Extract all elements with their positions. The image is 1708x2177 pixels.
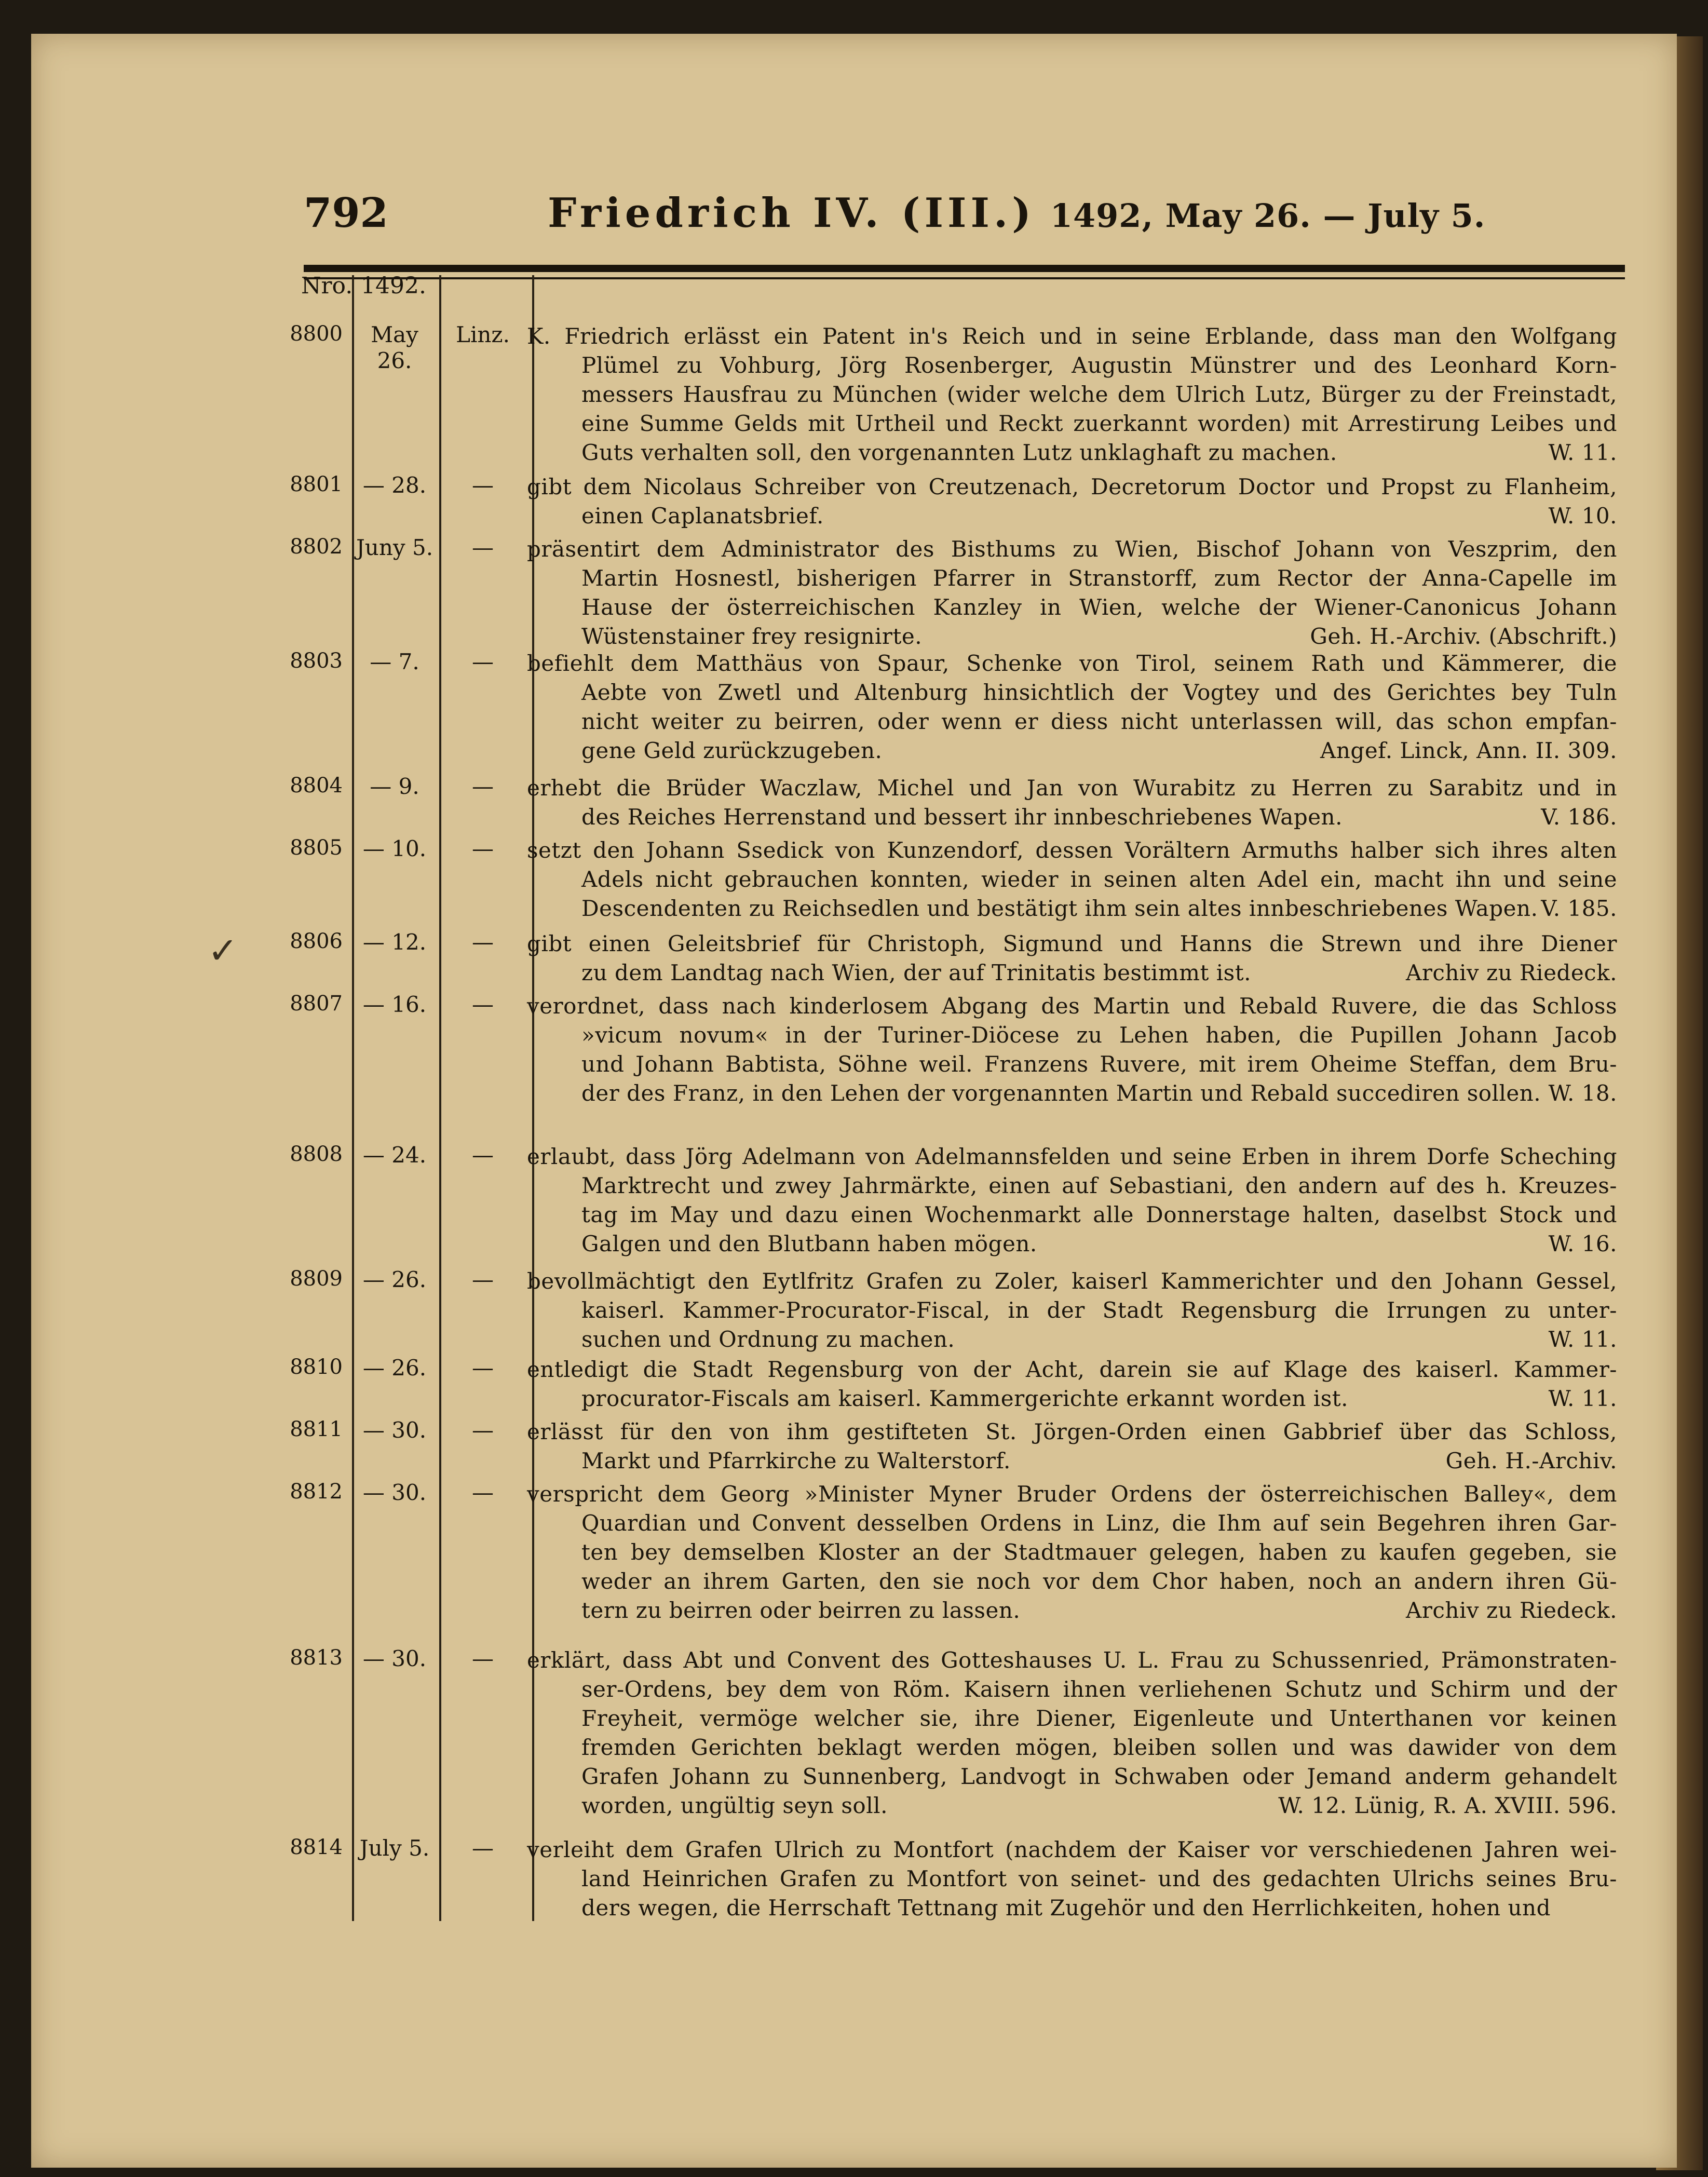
entry-text — [527, 1267, 1617, 1354]
entry-line — [527, 622, 1617, 651]
header-rule-thin — [304, 277, 1625, 279]
entry-line-text: K. Friedrich erlässt ein Patent in's Reich und in seine Erblande, dass man den Wolfgang — [527, 323, 1617, 349]
entry-text — [527, 1142, 1617, 1259]
entry-line-text: präsentirt dem Administrator des Bisthums zu Wien, Bischof Johann von Veszprim, den — [527, 536, 1617, 562]
entry-line-text: ders wegen, die Herrschaft Tettnang mit Zugehör und den Herrlichkeiten, hohen und — [581, 1895, 1551, 1921]
entry-line — [527, 1646, 1617, 1675]
entry-source-ref: W. 18. — [1548, 1080, 1617, 1106]
entry-place: — — [472, 1142, 494, 1168]
entry-line — [527, 351, 1617, 380]
entry-line-text: fremden Gerichten beklagt werden mögen, bleiben sollen und was dawider von dem — [581, 1735, 1617, 1760]
entry-line — [527, 649, 1617, 678]
entry-line — [527, 1762, 1617, 1791]
entry-text — [527, 992, 1617, 1108]
entry-line-text: zu dem Landtag nach Wien, der auf Trinitatis bestimmt ist. — [581, 960, 1251, 985]
entry-place: — — [472, 836, 494, 861]
entry-source-ref: V. 185. — [1541, 896, 1617, 921]
entry-line-text: Freyheit, vermöge welcher sie, ihre Diener, Eigenleute und Unterthanen vor keinen — [581, 1706, 1617, 1731]
entry-line-text: Descendenten zu Reichsedlen und bestätigt ihm sein altes innbeschriebenes Wapen. — [581, 896, 1538, 921]
entry-line-text: tern zu beirren oder beirren zu lassen. — [581, 1598, 1021, 1623]
entry-number: 8814 — [290, 1835, 343, 1859]
entry-line-text: Hause der österreichischen Kanzley in Wien, welche der Wiener-Canonicus Johann — [581, 594, 1617, 620]
entry-number: 8811 — [290, 1417, 343, 1441]
entry-number: 8806 — [290, 929, 343, 953]
entry-date: — 7. — [370, 649, 419, 674]
entry-line — [527, 1480, 1617, 1509]
entry-text — [527, 1355, 1617, 1413]
entry-line — [527, 1296, 1617, 1325]
entry-line — [527, 1835, 1617, 1864]
entry-line-text: befiehlt dem Matthäus von Spaur, Schenke von Tirol, seinem Rath und Kämmerer, die — [527, 651, 1617, 676]
entry-line-text: bevollmächtigt den Eytlfritz Grafen zu Zoler, kaiserl Kammerichter und den Johann Gessel, — [527, 1268, 1617, 1294]
entry-text — [527, 1835, 1617, 1923]
entry-line — [527, 1200, 1617, 1229]
entry-date: — 30. — [362, 1417, 427, 1443]
entry-line — [527, 1733, 1617, 1762]
entry-line-text: Plümel zu Vohburg, Jörg Rosenberger, Augustin Münstrer und des Leonhard Korn- — [581, 353, 1617, 378]
entry-line-text: verspricht dem Georg »Minister Myner Bruder Ordens der österreichischen Balley«, dem — [527, 1481, 1617, 1507]
entry-line-text: Marktrecht und zwey Jahrmärkte, einen auf Sebastiani, den andern auf des h. Kreuzes- — [581, 1173, 1617, 1198]
column-divider — [439, 275, 441, 1921]
column-header-number: Nro. — [301, 273, 353, 299]
entry-date: — 9. — [370, 774, 419, 799]
entry-line — [527, 958, 1617, 988]
entry-line — [527, 564, 1617, 593]
entry-number: 8807 — [290, 992, 343, 1016]
entry-source-ref: W. 12. Lünig, R. A. XVIII. 596. — [1278, 1793, 1617, 1818]
entry-date: Juny 5. — [356, 535, 433, 560]
entry-source-ref: V. 186. — [1541, 804, 1617, 830]
page-title — [548, 190, 1485, 237]
entry-number: 8813 — [290, 1646, 343, 1670]
entry-line-text: gibt einen Geleitsbrief für Christoph, Sigmund und Hanns die Strewn und ihre Diener — [527, 931, 1617, 956]
entry-line-text: erklärt, dass Abt und Convent des Gotteshauses U. L. Frau zu Schussenried, Prämonstraten- — [527, 1647, 1617, 1673]
entry-number: 8810 — [290, 1355, 343, 1379]
entry-place: — — [472, 472, 494, 498]
entry-number: 8802 — [290, 535, 343, 559]
entry-line — [527, 707, 1617, 736]
entry-line-text: erlaubt, dass Jörg Adelmann von Adelmannsfelden und seine Erben in ihrem Dorfe Scheching — [527, 1144, 1617, 1169]
entry-line-text: ser-Ordens, bey dem von Röm. Kaisern ihnen verliehenen Schutz und Schirm und der — [581, 1676, 1617, 1702]
entry-line — [527, 736, 1617, 765]
page-number: 792 — [304, 190, 388, 237]
margin-check-mark: ✓ — [208, 929, 238, 972]
column-divider — [352, 275, 354, 1921]
entry-date: — 26. — [362, 1267, 427, 1292]
entry-line — [527, 1417, 1617, 1446]
entry-line — [527, 1704, 1617, 1733]
entry-source-ref: Geh. H.-Archiv. (Abschrift.) — [1310, 624, 1617, 649]
entry-line — [527, 1446, 1617, 1476]
entry-line — [527, 472, 1617, 502]
entry-line — [527, 678, 1617, 707]
entry-source-ref: W. 16. — [1548, 1231, 1617, 1256]
entry-line — [527, 865, 1617, 894]
entry-line — [527, 409, 1617, 438]
entry-line — [527, 1509, 1617, 1538]
entry-source-ref: Archiv zu Riedeck. — [1406, 1598, 1617, 1623]
entry-line — [527, 1079, 1617, 1108]
entry-place: — — [472, 1355, 494, 1381]
entry-line-text: gene Geld zurückzugeben. — [581, 738, 883, 763]
entry-line — [527, 1267, 1617, 1296]
entry-number: 8805 — [290, 836, 343, 860]
entry-place: — — [472, 1480, 494, 1505]
entry-date: — 12. — [362, 929, 427, 955]
entry-source-ref: W. 11. — [1548, 440, 1617, 465]
entry-line — [527, 1229, 1617, 1259]
entry-line-text: Aebte von Zwetl und Altenburg hinsichtlich der Vogtey und des Gerichtes bey Tuln — [581, 680, 1617, 705]
entry-line-text: einen Caplanatsbrief. — [581, 503, 824, 529]
entry-place: Linz. — [456, 322, 510, 347]
entry-place: — — [472, 1267, 494, 1292]
entry-line — [527, 438, 1617, 467]
entry-line-text: worden, ungültig seyn soll. — [581, 1793, 888, 1818]
entry-date: May 26. — [371, 322, 418, 373]
entry-text — [527, 774, 1617, 832]
entry-date: — 10. — [362, 836, 427, 861]
entry-text — [527, 535, 1617, 651]
entry-text — [527, 929, 1617, 988]
entry-line-text: ten bey demselben Kloster an der Stadtmauer gelegen, haben zu kaufen gegeben, sie — [581, 1539, 1617, 1565]
entry-place: — — [472, 649, 494, 674]
entry-date: — 24. — [362, 1142, 427, 1168]
entry-line-text: und Johann Babtista, Söhne weil. Franzens Ruvere, mit irem Oheime Steffan, dem Bru- — [581, 1051, 1617, 1077]
running-header — [304, 184, 1625, 241]
entry-line-text: nicht weiter zu beirren, oder wenn er diess nicht unterlassen will, das schon empfan- — [581, 709, 1617, 734]
entry-line — [527, 1325, 1617, 1354]
entry-line-text: des Reiches Herrenstand und bessert ihr innbeschriebenes Wapen. — [581, 804, 1343, 830]
entry-text — [527, 1417, 1617, 1476]
entry-number: 8809 — [290, 1267, 343, 1291]
entry-line — [527, 1021, 1617, 1050]
entry-date: — 30. — [362, 1646, 427, 1671]
entry-line-text: Adels nicht gebrauchen konnten, wieder in seinen alten Adel ein, macht ihn und seine — [581, 867, 1617, 892]
date-range: 1492, May 26. — July 5. — [1050, 197, 1486, 235]
entry-line-text: setzt den Johann Ssedick von Kunzendorf, dessen Vorältern Armuths halber sich ihres alten — [527, 837, 1617, 863]
entry-line-text: Wüstenstainer frey resignirte. — [581, 624, 923, 649]
entry-line-text: procurator-Fiscals am kaiserl. Kammergerichte erkannt worden ist. — [581, 1386, 1348, 1411]
entry-line-text: gibt dem Nicolaus Schreiber von Creutzenach, Decretorum Doctor und Propst zu Flanheim, — [527, 474, 1617, 499]
entry-line-text: Guts verhalten soll, den vorgenannten Lutz unklaghaft zu machen. — [581, 440, 1337, 465]
entry-line-text: weder an ihrem Garten, den sie noch vor dem Chor haben, noch an andern ihren Gü- — [581, 1568, 1617, 1594]
entry-line — [527, 1050, 1617, 1079]
entry-line — [527, 1791, 1617, 1820]
entry-line — [527, 380, 1617, 409]
entry-line-text: Quardian und Convent desselben Ordens in Linz, die Ihm auf sein Begehren ihren Gar- — [581, 1510, 1617, 1536]
entry-date: — 16. — [362, 992, 427, 1017]
entry-line-text: der des Franz, in den Lehen der vorgenannten Martin und Rebald succediren sollen. — [581, 1080, 1541, 1106]
entry-number: 8800 — [290, 322, 343, 346]
entry-source-ref: W. 11. — [1548, 1327, 1617, 1352]
column-header-year: 1492. — [361, 273, 426, 299]
entry-text — [527, 836, 1617, 923]
entry-text — [527, 322, 1617, 467]
entry-line-text: erhebt die Brüder Waczlaw, Michel und Jan von Wurabitz zu Herren zu Sarabitz und in — [527, 775, 1617, 801]
entry-place: — — [472, 992, 494, 1017]
entry-line-text: land Heinrichen Grafen zu Montfort von seinet- und des gedachten Ulrichs seines Bru- — [581, 1866, 1617, 1891]
entry-line-text: verleiht dem Grafen Ulrich zu Montfort (nachdem der Kaiser vor verschiedenen Jahren wei- — [527, 1837, 1617, 1862]
entry-date: — 30. — [362, 1480, 427, 1505]
entry-line — [527, 803, 1617, 832]
entry-line-text: tag im May und dazu einen Wochenmarkt alle Donnerstage halten, daselbst Stock und — [581, 1202, 1617, 1227]
entry-line-text: Grafen Johann zu Sunnenberg, Landvogt in Schwaben oder Jemand anderm gehandelt — [581, 1764, 1617, 1789]
entry-place: — — [472, 929, 494, 955]
entry-line-text: eine Summe Gelds mit Urtheil und Reckt zuerkannt worden) mit Arrestirung Leibes und — [581, 411, 1617, 436]
entry-date: — 28. — [362, 472, 427, 498]
entry-line — [527, 1384, 1617, 1413]
entry-line — [527, 1864, 1617, 1894]
entry-number: 8803 — [290, 649, 343, 673]
entry-line — [527, 1355, 1617, 1384]
entry-line — [527, 1894, 1617, 1923]
entry-source-ref: Archiv zu Riedeck. — [1406, 960, 1617, 985]
entry-text — [527, 1646, 1617, 1820]
entry-number: 8801 — [290, 472, 343, 496]
entry-line — [527, 1675, 1617, 1704]
entry-place: — — [472, 535, 494, 560]
entry-source-ref: Angef. Linck, Ann. II. 309. — [1320, 738, 1617, 763]
entry-line-text: messers Hausfrau zu München (wider welche dem Ulrich Lutz, Bürger zu der Freinstadt, — [581, 382, 1617, 407]
entry-line — [527, 894, 1617, 923]
entry-line-text: Galgen und den Blutbann haben mögen. — [581, 1231, 1037, 1256]
entry-line — [527, 992, 1617, 1021]
entry-text — [527, 649, 1617, 765]
entry-line — [527, 1567, 1617, 1596]
entry-line-text: »vicum novum« in der Turiner-Diöcese zu Lehen haben, die Pupillen Johann Jacob — [581, 1022, 1617, 1048]
entry-line — [527, 1142, 1617, 1171]
entry-place: — — [472, 774, 494, 799]
entry-place: — — [472, 1835, 494, 1861]
entry-line — [527, 593, 1617, 622]
entry-line — [527, 929, 1617, 958]
header-rule-thick — [304, 265, 1625, 272]
entry-line-text: erlässt für den von ihm gestifteten St. Jörgen-Orden einen Gabbrief über das Schloss, — [527, 1419, 1617, 1444]
entry-line — [527, 535, 1617, 564]
entry-text — [527, 1480, 1617, 1625]
entry-line-text: entledigt die Stadt Regensburg von der Acht, darein sie auf Klage des kaiserl. Kammer- — [527, 1357, 1617, 1382]
entry-line — [527, 502, 1617, 531]
entry-line — [527, 774, 1617, 803]
entry-line-text: Martin Hosnestl, bisherigen Pfarrer in Stranstorff, zum Rector der Anna-Capelle im — [581, 565, 1617, 591]
entry-place: — — [472, 1417, 494, 1443]
entry-place: — — [472, 1646, 494, 1671]
entry-date: July 5. — [359, 1835, 430, 1861]
entry-line-text: kaiserl. Kammer-Procurator-Fiscal, in der Stadt Regensburg die Irrungen zu unter- — [581, 1297, 1617, 1323]
entry-line — [527, 1538, 1617, 1567]
entry-source-ref: W. 11. — [1548, 1386, 1617, 1411]
entry-date: — 26. — [362, 1355, 427, 1381]
entry-number: 8808 — [290, 1142, 343, 1166]
entry-line — [527, 322, 1617, 351]
entry-line — [527, 1596, 1617, 1625]
entry-line-text: suchen und Ordnung zu machen. — [581, 1327, 955, 1352]
entry-source-ref: W. 10. — [1548, 503, 1617, 529]
entry-number: 8812 — [290, 1480, 343, 1504]
entry-line-text: verordnet, dass nach kinderlosem Abgang des Martin und Rebald Ruvere, die das Schloss — [527, 993, 1617, 1019]
entry-source-ref: Geh. H.-Archiv. — [1445, 1448, 1617, 1473]
ruler-name: Friedrich IV. (III.) — [548, 190, 1036, 237]
entry-line — [527, 1171, 1617, 1200]
entry-line-text: Markt und Pfarrkirche zu Walterstorf. — [581, 1448, 1011, 1473]
entry-text — [527, 472, 1617, 531]
entry-line — [527, 836, 1617, 865]
entry-number: 8804 — [290, 774, 343, 797]
